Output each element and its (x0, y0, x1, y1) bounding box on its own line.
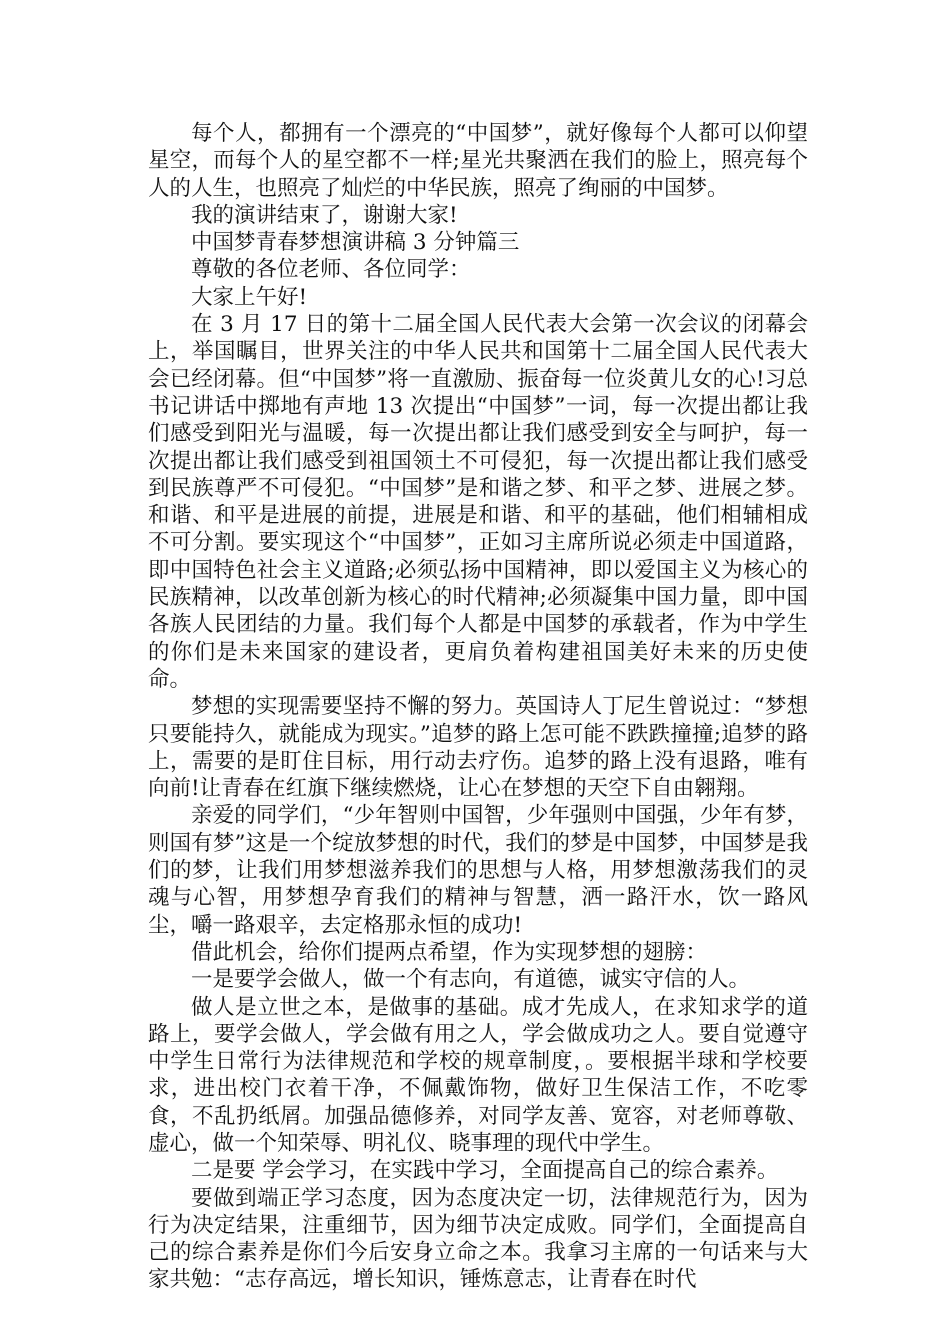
paragraph-hope-one: 一是要学会做人，做一个有志向，有道德，诚实守信的人。 (191, 967, 751, 993)
greeting: 大家上午好! (191, 284, 308, 310)
salutation: 尊敬的各位老师、各位同学： (191, 257, 471, 283)
paragraph-speech-end: 我的演讲结束了，谢谢大家! (191, 202, 458, 228)
paragraph-dear-students: 亲爱的同学们，“少年智则中国智，少年强则中国强，少年有梦，则国有梦”这是一个绽放梦想的时代，我们的梦是中国梦，中国梦是我们的梦，让我们用梦想滋养我们的思想与人格，用梦想激荡我们的灵魂与心智，用梦想孕育我们的精神与智慧，洒一路汗水，饮一路风尘，嚼一路艰辛，去定格那永恒的成功! (148, 803, 808, 938)
paragraph-hope-two: 二是要 学会学习，在实践中学习，全面提高自己的综合素养。 (191, 1158, 779, 1184)
paragraph-study-attitude: 要做到端正学习态度，因为态度决定一切，法律规范行为，因为行为决定结果，注重细节，因为细节决定成败。同学们，全面提高自己的综合素养是你们今后安身立命之本。我拿习主席的一句话来与大家共勉：“志存高远，增长知识，锤炼意志，让青春在时代 (148, 1185, 808, 1293)
paragraph-two-hopes: 借此机会，给你们提两点希望，作为实现梦想的翅膀： (191, 939, 708, 965)
paragraph-conduct: 做人是立世之本，是做事的基础。成才先成人，在求知求学的道路上，要学会做人，学会做有用之人，学会做成功之人。要自觉遵守中学生日常行为法律规范和学校的规章制度，。要根据半球和学校要求，进出校门衣着干净，不佩戴饰物，做好卫生保洁工作，不吃零食，不乱扔纸屑。加强品德修养，对同学友善、宽容，对老师尊敬、虚心，做一个知荣辱、明礼仪、晓事理的现代中学生。 (148, 994, 808, 1156)
paragraph-persistence: 梦想的实现需要坚持不懈的努力。英国诗人丁尼生曾说过：“梦想只要能持久，就能成为现实。”追梦的路上怎可能不跌跌撞撞;追梦的路上，需要的是盯住目标，用行动去疗伤。追梦的路上没有退路，唯有向前!让青春在红旗下继续燃烧，让心在梦想的天空下自由翱翔。 (148, 694, 808, 802)
paragraph-dream-stars: 每个人，都拥有一个漂亮的“中国梦”，就好像每个人都可以仰望星空，而每个人的星空都不一样;星光共聚洒在我们的脸上，照亮每个人的人生，也照亮了灿烂的中华民族，照亮了绚丽的中国梦。 (148, 121, 808, 201)
section-heading: 中国梦青春梦想演讲稿 3 分钟篇三 (191, 230, 520, 256)
document-page (148, 120, 808, 1294)
paragraph-congress: 在 3 月 17 日的第十二届全国人民代表大会第一次会议的闭幕会上，举国瞩目，世界关注的中华人民共和国第十二届全国人民代表大会已经闭幕。但“中国梦”将一直激励、振奋每一位炎黄儿女的心!习总书记讲话中掷地有声地 13 次提出“中国梦”一词，每一次提出都让我们感受到阳光与温暖，每一次提出都让我们感受到安全与呵护，每一次提出都让我们感受到祖国领土不可侵犯，每一次提出都让我们感受到民族尊严不可侵犯。“中国梦”是和谐之梦、和平之梦、进展之梦。和谐、和平是进展的前提，进展是和谐、和平的基础，他们相辅相成不可分割。要实现这个“中国梦”，正如习主席所说必须走中国道路，即中国特色社会主义道路;必须弘扬中国精神，即以爱国主义为核心的民族精神，以改革创新为核心的时代精神;必须凝集中国力量，即中国各族人民团结的力量。我们每个人都是中国梦的承载者，作为中学生的你们是未来国家的建设者，更肩负着构建祖国美好未来的历史使命。 (148, 312, 808, 692)
